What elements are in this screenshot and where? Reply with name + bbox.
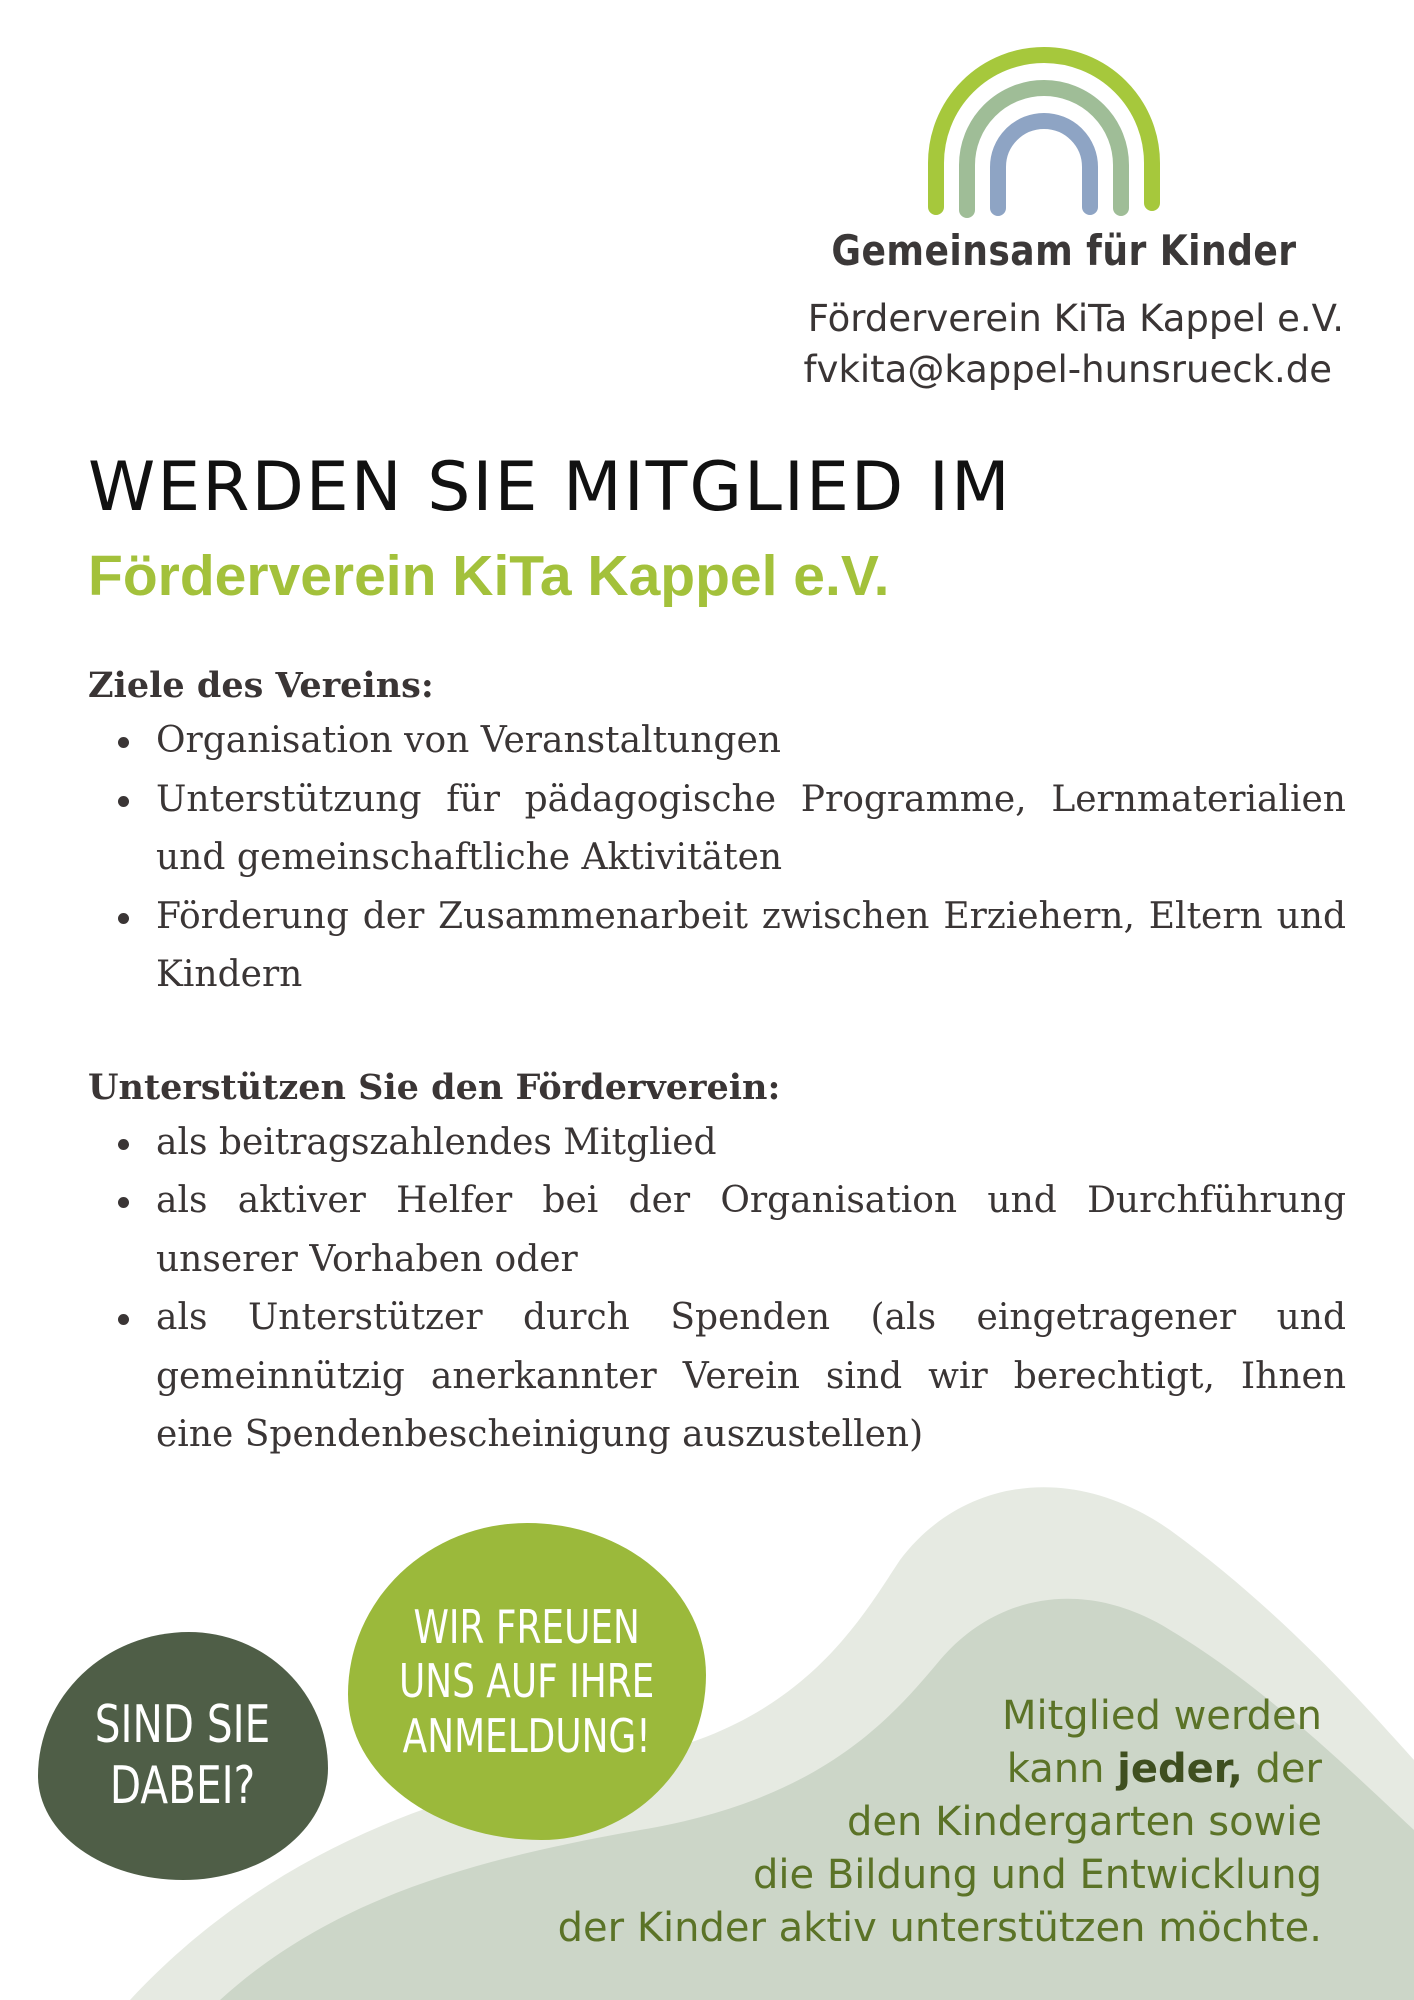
closing-line-post: der xyxy=(1242,1746,1322,1792)
goals-title: Ziele des Vereins: xyxy=(88,665,434,706)
support-item: als beitragszahlendes Mitglied xyxy=(88,1114,1346,1173)
content xyxy=(88,665,1346,1527)
tagline: Gemeinsam für Kinder xyxy=(831,226,1297,275)
closing-emphasis: jeder, xyxy=(1117,1746,1243,1792)
headline: WERDEN SIE MITGLIED IM xyxy=(88,448,1012,527)
goal-item: Förderung der Zusammenarbeit zwischen Erziehern, Eltern und Kindern xyxy=(88,888,1346,1005)
bubble-dark-line: DABEI? xyxy=(110,1756,256,1816)
support-list xyxy=(88,1114,1346,1465)
support-title: Unterstützen Sie den Förderverein: xyxy=(88,1066,781,1108)
closing-line: der Kinder aktiv unterstützen möchte. xyxy=(557,1905,1322,1951)
closing-line: den Kindergarten sowie xyxy=(847,1799,1322,1845)
closing-line: Mitglied werden xyxy=(1001,1693,1322,1739)
closing-line xyxy=(558,1743,1322,1796)
header xyxy=(744,45,1344,391)
org-name: Förderverein KiTa Kappel e.V. xyxy=(807,297,1344,340)
bubble-green-line: WIR FREUEN xyxy=(413,1600,641,1655)
bubble-dark-text xyxy=(95,1695,271,1818)
bubble-green-line: ANMELDUNG! xyxy=(403,1708,651,1763)
bubble-dark-line: SIND SIE xyxy=(95,1694,271,1755)
subheadline: Förderverein KiTa Kappel e.V. xyxy=(88,544,890,608)
support-item: als aktiver Helfer bei der Organisation und Durchführung unserer Vorhaben oder xyxy=(88,1172,1346,1289)
support-item: als Unterstützer durch Spenden (als eingetragener und gemeinnützig anerkannter Verein sind wir berechtigt, Ihnen eine Spendenbescheinigung auszustellen) xyxy=(88,1289,1346,1465)
goal-item: Unterstützung für pädagogische Programme, Lernmaterialien und gemeinschaftliche Aktivitäten xyxy=(88,771,1346,888)
closing-text xyxy=(558,1690,1322,1955)
goal-item: Organisation von Veranstaltungen xyxy=(88,712,1346,771)
closing-line-pre: kann xyxy=(1006,1746,1118,1792)
rainbow-icon xyxy=(924,45,1164,220)
closing-line: die Bildung und Entwicklung xyxy=(752,1852,1322,1898)
org-email[interactable]: fvkita@kappel-hunsrueck.de xyxy=(803,348,1332,391)
bubble-green-line: UNS AUF IHRE xyxy=(399,1654,655,1709)
goals-list xyxy=(88,712,1346,1005)
